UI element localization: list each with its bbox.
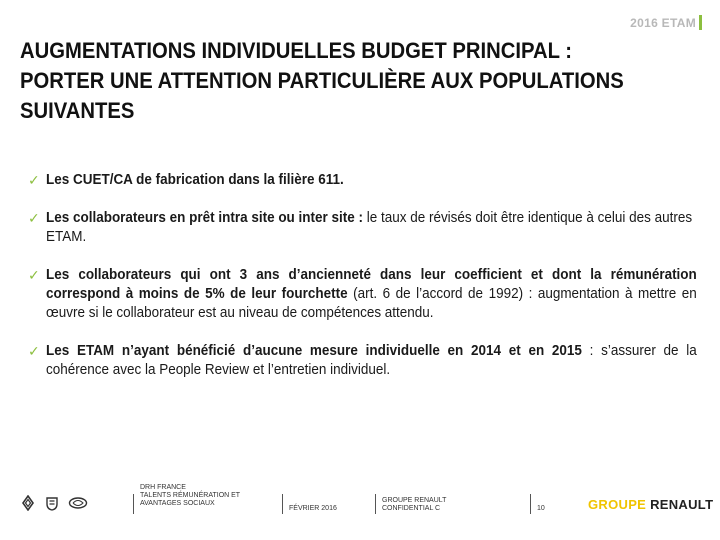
check-icon: ✓	[28, 172, 40, 188]
brand-logos	[20, 495, 88, 511]
bullet-item	[28, 266, 700, 323]
page-number: 10	[537, 505, 545, 512]
bullet-list	[28, 171, 700, 399]
bullet-item	[28, 209, 700, 247]
footer	[0, 470, 720, 540]
footer-dept-line: TALENTS RÉMUNÉRATION ET	[140, 492, 241, 499]
renault-logo-icon	[20, 495, 36, 511]
brand-word-renault: RENAULT	[646, 497, 714, 512]
footer-separator	[530, 494, 531, 514]
bullet-bold-text: Les collaborateurs en prêt intra site ou inter site :	[46, 210, 363, 226]
bullet-bold-text: Les CUET/CA de fabrication dans la filière 611.	[46, 172, 344, 188]
check-icon: ✓	[28, 343, 40, 359]
footer-separator	[133, 494, 134, 514]
footer-separator	[375, 494, 376, 514]
title-line-2: PORTER UNE ATTENTION PARTICULIÈRE AUX POPULATIONS	[20, 68, 624, 93]
bullet-item	[28, 171, 700, 190]
bullet-bold-text: Les ETAM n’ayant bénéficié d’aucune mesure individuelle en 2014 et en 2015	[46, 343, 582, 359]
title-line-1: AUGMENTATIONS INDIVIDUELLES BUDGET PRINCIPAL :	[20, 38, 573, 63]
footer-group-line: CONFIDENTIAL C	[382, 505, 441, 512]
check-icon: ✓	[28, 267, 40, 283]
footer-separator	[282, 494, 283, 514]
footer-date: FÉVRIER 2016	[289, 505, 337, 512]
dacia-logo-icon	[44, 495, 60, 511]
corner-accent-bar	[699, 15, 702, 30]
bullet-normal-text: : s’assurer de la cohérence avec la People Review et l’entretien individuel.	[46, 343, 697, 378]
footer-dept-line: DRH FRANCE	[140, 484, 186, 491]
bullet-normal-text: le taux de révisés doit être identique à celui des autres ETAM.	[46, 210, 693, 245]
bullet-bold-text: Les collaborateurs qui ont 3 ans d’ancienneté dans leur coefficient et dont la rémunération correspond à moins de 5% de leur fourchette	[46, 267, 697, 302]
footer-dept-line: AVANTAGES SOCIAUX	[140, 500, 215, 507]
footer-department	[140, 484, 240, 508]
title-line-3: SUIVANTES	[20, 98, 135, 123]
bullet-item	[28, 342, 700, 380]
corner-tag: 2016 ETAM	[630, 16, 696, 30]
groupe-renault-logo	[588, 497, 713, 512]
samsung-logo-icon	[68, 495, 88, 511]
check-icon: ✓	[28, 210, 40, 226]
footer-group-line: GROUPE RENAULT	[382, 497, 447, 504]
bullet-normal-text: (art. 6 de l’accord de 1992) : augmentation à mettre en œuvre si le collaborateur est au niveau de compétences attendu.	[46, 286, 697, 321]
slide-title	[20, 36, 623, 126]
brand-word-groupe: GROUPE	[588, 497, 647, 512]
footer-group	[382, 497, 446, 513]
